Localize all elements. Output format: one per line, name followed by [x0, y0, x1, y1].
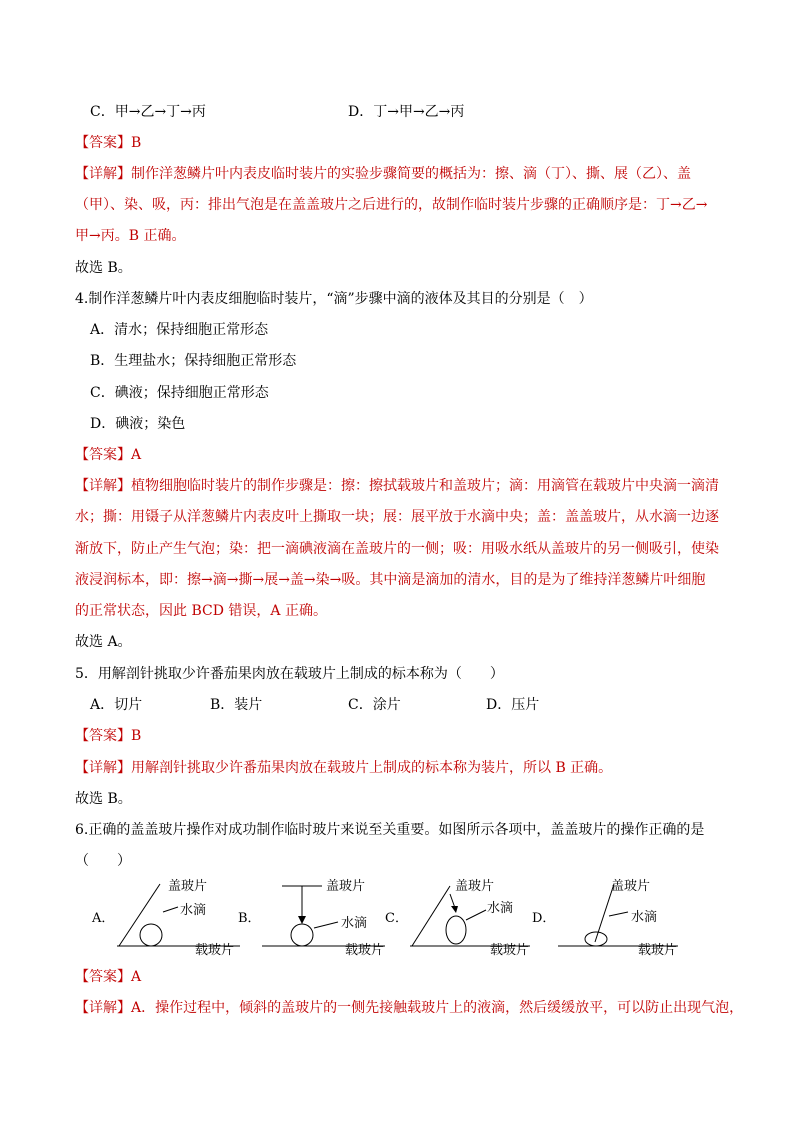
- answer-value: A: [131, 447, 142, 463]
- q4-option-a: A．清水；保持细胞正常形态: [90, 322, 269, 338]
- answer-value: A: [131, 969, 142, 985]
- water-label: 水滴: [631, 910, 658, 925]
- detail-text: 植物细胞临时装片的制作步骤是：擦：擦拭载玻片和盖玻片；滴：用滴管在载玻片中央滴一滴清: [131, 478, 719, 494]
- arrow-head-icon: [298, 916, 306, 924]
- water-label: 水滴: [487, 901, 514, 916]
- q4-answer: [75, 445, 141, 465]
- q3-conclusion: 故选 B。: [75, 260, 132, 276]
- detail-tag: 【详解】: [75, 166, 131, 182]
- pointer-line: [314, 922, 338, 928]
- q3-option-d: D．丁→甲→乙→丙: [348, 104, 465, 120]
- q4-detail-line-1: [75, 476, 719, 496]
- slide-label: 载玻片: [195, 943, 235, 958]
- q4-option-c: C．碘液；保持细胞正常形态: [90, 385, 269, 401]
- detail-text: 制作洋葱鳞片叶内表皮临时装片的实验步骤简要的概括为：擦、滴（丁）、撕、展（乙）、盖: [131, 166, 691, 182]
- coverslip-line: [412, 886, 450, 946]
- q5-option-a: A．切片: [90, 697, 143, 713]
- figure-d: [532, 878, 678, 958]
- q3-option-c: C．甲→乙→丁→丙: [90, 104, 206, 120]
- answer-value: B: [131, 135, 142, 151]
- detail-text: A．操作过程中，倾斜的盖玻片的一侧先接触载玻片上的液滴，然后缓缓放平，可以防止出现气泡，: [131, 1000, 744, 1016]
- q4-conclusion: 故选 A。: [75, 634, 132, 650]
- coverslip-line: [119, 884, 160, 946]
- detail-tag: 【详解】: [75, 760, 131, 776]
- cover-label: 盖玻片: [455, 879, 495, 894]
- q6-stem-bracket: （ ）: [75, 853, 131, 869]
- figure-a: [91, 878, 240, 958]
- detail-tag: 【详解】: [75, 478, 131, 494]
- q6-stem: 6.正确的盖盖玻片操作对成功制作临时玻片来说至关重要。如图所示各项中，盖盖玻片的操作正确的是: [75, 822, 705, 838]
- q4-detail-line-2: 水；撕：用镊子从洋葱鳞片内表皮叶上撕取一块；展：展平放于水滴中央；盖：盖盖玻片，从水滴一边逐: [75, 509, 719, 525]
- q5-option-b: B．装片: [210, 697, 263, 713]
- q5-detail: [75, 758, 612, 778]
- answer-value: B: [131, 728, 142, 744]
- answer-tag: 【答案】: [75, 135, 131, 151]
- water-label: 水滴: [341, 916, 368, 931]
- slide-label: 载玻片: [638, 943, 678, 958]
- coverslip-figure: [0, 872, 794, 962]
- water-label: 水滴: [180, 903, 207, 918]
- water-drop: [291, 924, 313, 946]
- answer-tag: 【答案】: [75, 728, 131, 744]
- answer-tag: 【答案】: [75, 969, 131, 985]
- slide-label: 载玻片: [345, 943, 385, 958]
- pointer-line: [466, 910, 486, 920]
- q3-detail-line-1: [75, 164, 691, 184]
- figure-a-label: A．: [92, 911, 115, 926]
- q6-answer: [75, 967, 141, 987]
- cover-label: 盖玻片: [168, 879, 208, 894]
- detail-tag: 【详解】: [75, 1000, 131, 1016]
- arrow-line: [450, 894, 455, 908]
- q4-option-d: D．碘液；染色: [90, 416, 186, 432]
- q4-detail-line-5: 的正常状态，因此 BCD 错误，A 正确。: [75, 603, 327, 619]
- figure-b: [238, 878, 385, 958]
- q4-detail-line-3: 渐放下，防止产生气泡；染：把一滴碘液滴在盖玻片的一侧；吸：用吸水纸从盖玻片的另一侧吸引，使染: [75, 541, 719, 557]
- q3-detail-line-2: （甲）、染、吸，丙：排出气泡是在盖盖玻片之后进行的，故制作临时装片步骤的正确顺序是：丁→乙→: [75, 197, 708, 213]
- figure-c-label: C．: [385, 911, 408, 926]
- q5-option-c: C．涂片: [348, 697, 401, 713]
- answer-tag: 【答案】: [75, 447, 131, 463]
- q3-answer: [75, 133, 141, 153]
- figure-c: [385, 878, 530, 958]
- q5-stem: 5．用解剖针挑取少许番茄果肉放在载玻片上制成的标本称为（ ）: [75, 666, 504, 682]
- slide-label: 载玻片: [490, 943, 530, 958]
- arrow-head-icon: [451, 906, 458, 913]
- q3-detail-line-3: 甲→丙。B 正确。: [75, 228, 186, 244]
- q4-option-b: B．生理盐水；保持细胞正常形态: [90, 353, 297, 369]
- figure-d-label: D．: [532, 911, 556, 926]
- q5-option-d: D．压片: [486, 697, 540, 713]
- q4-stem: 4.制作洋葱鳞片叶内表皮细胞临时装片，“滴”步骤中滴的液体及其目的分别是（ ）: [75, 291, 593, 307]
- cover-label: 盖玻片: [611, 879, 651, 894]
- q6-detail: [75, 998, 743, 1018]
- water-drop: [140, 924, 162, 946]
- detail-text: 用解剖针挑取少许番茄果肉放在载玻片上制成的标本称为装片，所以 B 正确。: [131, 760, 613, 776]
- q4-detail-line-4: 液浸润标本，即：擦→滴→撕→展→盖→染→吸。其中滴是滴加的清水，目的是为了维持洋葱鳞片叶细胞: [75, 572, 706, 588]
- q5-conclusion: 故选 B。: [75, 791, 132, 807]
- figure-b-label: B．: [238, 911, 261, 926]
- cover-label: 盖玻片: [326, 879, 366, 894]
- pointer-line: [163, 907, 178, 912]
- water-drop: [446, 916, 466, 944]
- pointer-line: [609, 912, 628, 916]
- q5-answer: [75, 726, 141, 746]
